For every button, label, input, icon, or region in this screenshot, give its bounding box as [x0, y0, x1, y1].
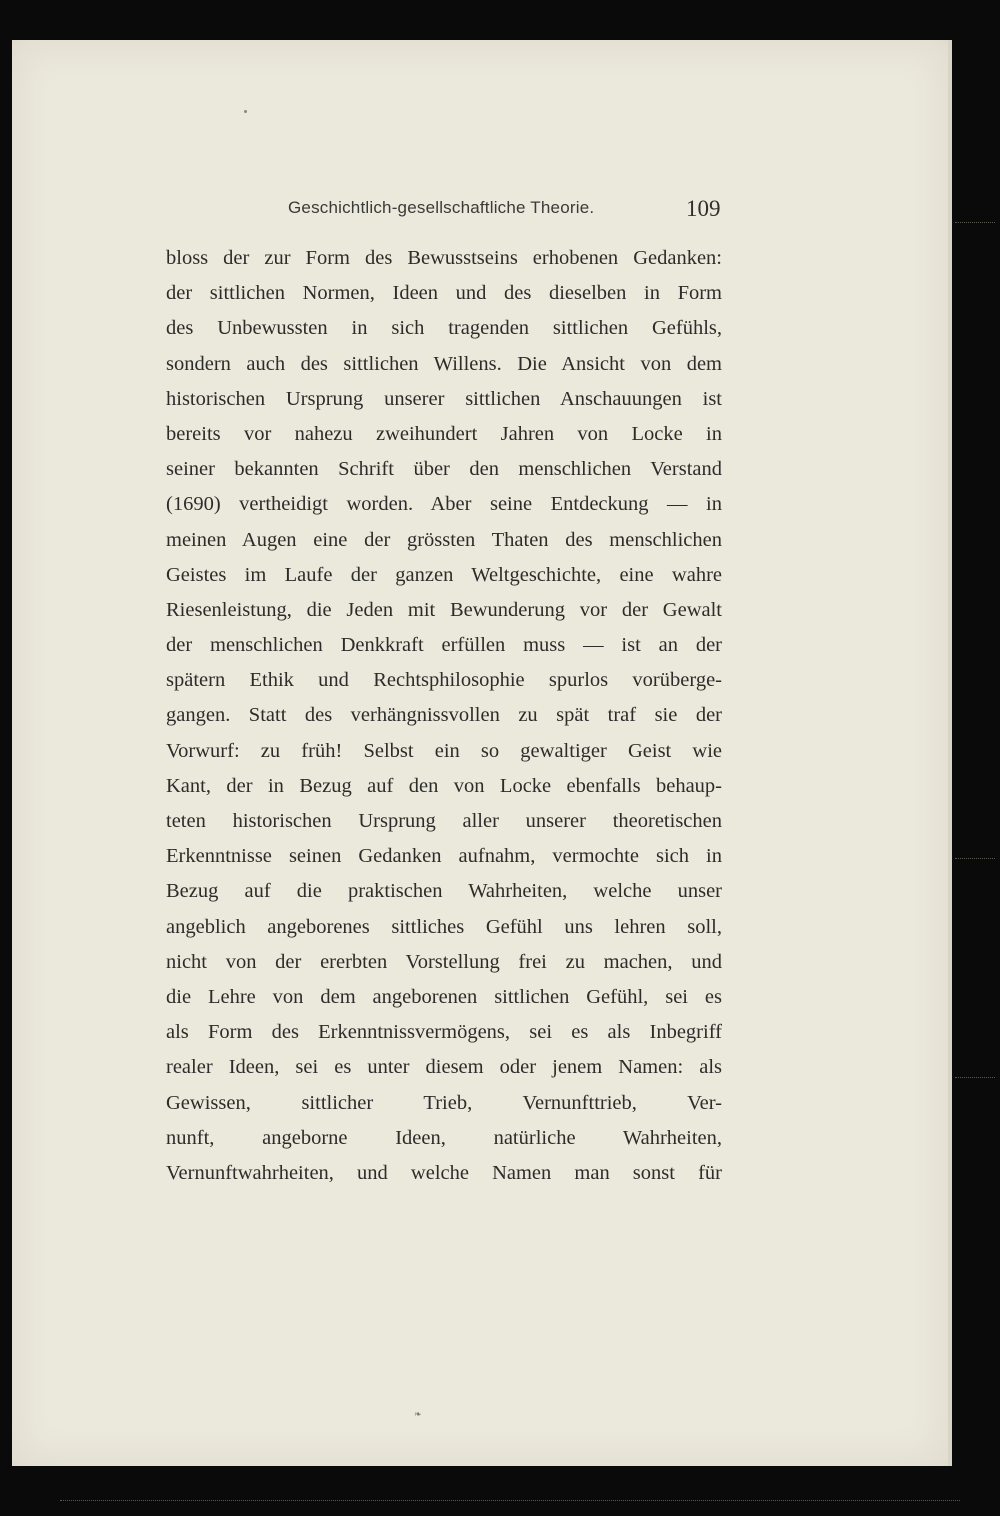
text-line: Bezug auf die praktischen Wahrheiten, welche unser [166, 880, 722, 903]
paper-speck [244, 110, 247, 113]
text-line: nunft, angeborne Ideen, natürliche Wahrheiten, [166, 1126, 722, 1149]
printer-mark-icon: ❧ [414, 1410, 422, 1420]
running-head-title: Geschichtlich-gesellschaftliche Theorie. [288, 198, 595, 217]
text-line: spätern Ethik und Rechtsphilosophie spurlos vorüberge- [166, 669, 722, 692]
text-line: (1690) vertheidigt worden. Aber seine Entdeckung — in [166, 493, 722, 516]
text-line: der menschlichen Denkkraft erfüllen muss — ist an der [166, 634, 722, 657]
text-line: Gewissen, sittlicher Trieb, Vernunfttrieb, Ver- [166, 1091, 722, 1114]
right-dotted-rule-lower [955, 1077, 995, 1078]
text-line: meinen Augen eine der grössten Thaten des menschlichen [166, 528, 722, 551]
text-line: historischen Ursprung unserer sittlichen Anschauungen ist [166, 387, 722, 410]
text-line: Erkenntnisse seinen Gedanken aufnahm, vermochte sich in [166, 845, 722, 868]
page-edge [948, 40, 952, 1466]
body-text [166, 241, 722, 1191]
text-line: seiner bekannten Schrift über den menschlichen Verstand [166, 458, 722, 481]
text-line: teten historischen Ursprung aller unserer theoretischen [166, 810, 722, 832]
text-line: gangen. Statt des verhängnissvollen zu spät traf sie der [166, 704, 722, 727]
text-line: realer Ideen, sei es unter diesem oder jenem Namen: als [166, 1056, 722, 1079]
text-line: sondern auch des sittlichen Willens. Die Ansicht von dem [166, 352, 722, 375]
text-line: Kant, der in Bezug auf den von Locke ebenfalls behaup- [166, 774, 722, 797]
right-dotted-rule-upper [955, 222, 995, 223]
page-number: 109 [686, 196, 721, 221]
text-line: bloss der zur Form des Bewusstseins erhobenen Gedanken: [166, 247, 722, 269]
text-line: nicht von der ererbten Vorstellung frei zu machen, und [166, 950, 722, 973]
text-line: des Unbewussten in sich tragenden sittlichen Gefühls, [166, 317, 722, 340]
text-line: Vorwurf: zu früh! Selbst ein so gewaltiger Geist wie [166, 739, 722, 762]
bottom-dotted-rule [60, 1500, 960, 1501]
text-line: die Lehre von dem angeborenen sittlichen Gefühl, sei es [166, 985, 722, 1008]
text-line: Vernunftwahrheiten, und welche Namen man sonst für [166, 1161, 722, 1184]
text-line: Riesenleistung, die Jeden mit Bewunderung vor der Gewalt [166, 598, 722, 621]
text-line: bereits vor nahezu zweihundert Jahren von Locke in [166, 422, 722, 445]
text-line: der sittlichen Normen, Ideen und des dieselben in Form [166, 282, 722, 305]
text-line: angeblich angeborenes sittliches Gefühl uns lehren soll, [166, 915, 722, 938]
text-line: als Form des Erkenntnissvermögens, sei es als Inbegriff [166, 1021, 722, 1044]
text-line: Geistes im Laufe der ganzen Weltgeschichte, eine wahre [166, 563, 722, 586]
right-dotted-rule-middle [955, 858, 995, 859]
